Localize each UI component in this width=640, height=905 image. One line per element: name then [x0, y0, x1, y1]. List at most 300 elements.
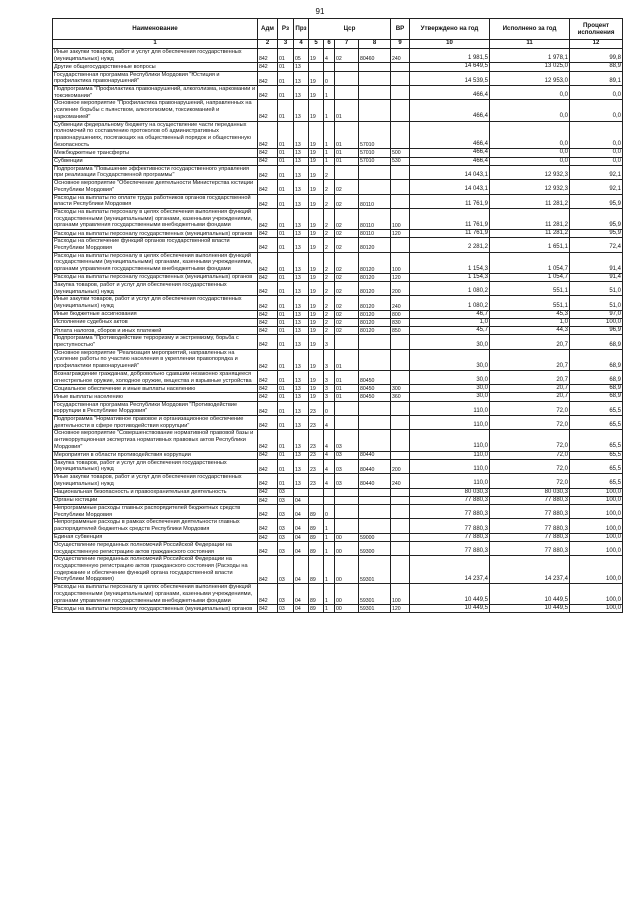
row-name-cell: Расходы на выплаты по оплате труда работников органов государственной власти Республики Мордовия: [53, 194, 258, 208]
row-code-cell: 19: [309, 230, 324, 238]
row-code-cell: 200: [391, 459, 410, 473]
row-code-cell: 01: [278, 370, 294, 384]
row-code-cell: 842: [258, 157, 278, 165]
row-code-cell: 23: [309, 474, 324, 488]
row-code-cell: [391, 451, 410, 459]
row-code-cell: 19: [309, 335, 324, 349]
row-code-cell: 03: [278, 556, 294, 584]
row-code-cell: 842: [258, 318, 278, 326]
row-code-cell: 01: [278, 230, 294, 238]
row-executed-cell: 77 880,3: [490, 504, 570, 518]
row-executed-cell: 20,7: [490, 385, 570, 393]
row-code-cell: [359, 519, 391, 533]
header-name: Наименование: [53, 19, 258, 40]
row-code-cell: 02: [335, 296, 359, 310]
row-code-cell: 19: [309, 370, 324, 384]
row-code-cell: 03: [278, 584, 294, 605]
row-code-cell: 01: [335, 121, 359, 149]
row-code-cell: 13: [294, 416, 309, 430]
row-approved-cell: 30,0: [410, 335, 490, 349]
row-code-cell: 03: [278, 605, 294, 613]
row-code-cell: 500: [391, 149, 410, 157]
row-code-cell: [335, 496, 359, 504]
row-name-cell: Мероприятия в области противодействия коррупции: [53, 451, 258, 459]
row-code-cell: 01: [335, 385, 359, 393]
row-code-cell: 80440: [359, 459, 391, 473]
row-approved-cell: 14 237,4: [410, 556, 490, 584]
row-code-cell: 19: [309, 385, 324, 393]
row-code-cell: [335, 519, 359, 533]
row-code-cell: 4: [324, 459, 335, 473]
row-executed-cell: 77 880,3: [490, 519, 570, 533]
row-code-cell: 04: [294, 519, 309, 533]
row-code-cell: 19: [309, 281, 324, 295]
row-executed-cell: 11 281,2: [490, 194, 570, 208]
row-percent-cell: 92,1: [570, 180, 623, 194]
row-executed-cell: 11 281,2: [490, 208, 570, 229]
row-percent-cell: 0,0: [570, 121, 623, 149]
row-approved-cell: 466,4: [410, 121, 490, 149]
row-code-cell: 842: [258, 541, 278, 555]
row-percent-cell: 100,0: [570, 541, 623, 555]
row-name-cell: Органы юстиции: [53, 496, 258, 504]
row-code-cell: 01: [278, 451, 294, 459]
row-approved-cell: 11 761,9: [410, 208, 490, 229]
row-code-cell: 842: [258, 49, 278, 63]
row-approved-cell: 77 880,3: [410, 504, 490, 518]
row-executed-cell: 77 880,3: [490, 533, 570, 541]
row-name-cell: Основное мероприятие "Профилактика правонарушений, направленных на усиление борьбы с пьянством, алкоголизмом, токсикоманией и наркоманией": [53, 100, 258, 121]
row-percent-cell: 95,9: [570, 194, 623, 208]
row-code-cell: 04: [294, 504, 309, 518]
row-code-cell: 01: [278, 157, 294, 165]
row-code-cell: 842: [258, 86, 278, 100]
row-executed-cell: 0,0: [490, 157, 570, 165]
row-name-cell: Национальная безопасность и правоохранительная деятельность: [53, 488, 258, 496]
row-code-cell: 3: [324, 335, 335, 349]
row-code-cell: 01: [278, 349, 294, 370]
row-approved-cell: 1 154,3: [410, 252, 490, 273]
row-code-cell: 23: [309, 451, 324, 459]
row-code-cell: 03: [335, 430, 359, 451]
table-row: [53, 584, 623, 605]
row-code-cell: 1: [324, 149, 335, 157]
row-executed-cell: 72,0: [490, 451, 570, 459]
row-approved-cell: 14 043,1: [410, 165, 490, 179]
row-percent-cell: 100,0: [570, 519, 623, 533]
row-percent-cell: 100,0: [570, 488, 623, 496]
row-code-cell: 01: [335, 370, 359, 384]
table-row: [53, 63, 623, 71]
row-approved-cell: 77 880,3: [410, 541, 490, 555]
table-row: [53, 281, 623, 295]
row-code-cell: 02: [335, 252, 359, 273]
row-code-cell: [391, 349, 410, 370]
row-code-cell: 01: [278, 430, 294, 451]
row-name-cell: Субвенции федеральному бюджету на осуществление части переданных полномочий по составлению протоколов об административных правонарушениях, посягающих на общественный порядок и общественную безопасность: [53, 121, 258, 149]
row-code-cell: 13: [294, 459, 309, 473]
table-row: [53, 230, 623, 238]
row-executed-cell: 72,0: [490, 459, 570, 473]
row-code-cell: 19: [309, 49, 324, 63]
row-code-cell: 19: [309, 252, 324, 273]
row-code-cell: [391, 556, 410, 584]
row-code-cell: 02: [335, 194, 359, 208]
row-percent-cell: 91,4: [570, 273, 623, 281]
row-name-cell: Подпрограмма "Профилактика правонарушений, алкоголизма, наркомании и токсикомании": [53, 86, 258, 100]
table-row: [53, 149, 623, 157]
row-percent-cell: 0,0: [570, 149, 623, 157]
row-approved-cell: 14 539,5: [410, 71, 490, 85]
row-code-cell: 842: [258, 296, 278, 310]
row-code-cell: 842: [258, 430, 278, 451]
column-number: 11: [490, 40, 570, 49]
column-number: 9: [391, 40, 410, 49]
row-approved-cell: 110,0: [410, 459, 490, 473]
row-code-cell: 59301: [359, 556, 391, 584]
table-row: [53, 541, 623, 555]
row-code-cell: 842: [258, 180, 278, 194]
header-rz: Рз: [278, 19, 294, 40]
row-executed-cell: 1 978,1: [490, 49, 570, 63]
table-row: [53, 430, 623, 451]
row-name-cell: Непрограммные расходы в рамках обеспечения деятельности главных распорядителей бюджетных средств Республики Мордовия: [53, 519, 258, 533]
row-code-cell: 19: [309, 393, 324, 401]
row-percent-cell: 0,0: [570, 157, 623, 165]
row-approved-cell: 466,4: [410, 157, 490, 165]
row-name-cell: Непрограммные расходы главных распорядителей бюджетных средств Республики Мордовия: [53, 504, 258, 518]
row-percent-cell: 65,5: [570, 401, 623, 415]
row-code-cell: [309, 63, 324, 71]
row-code-cell: 1: [324, 533, 335, 541]
row-code-cell: [335, 86, 359, 100]
row-code-cell: 240: [391, 474, 410, 488]
row-code-cell: 19: [309, 100, 324, 121]
row-code-cell: 842: [258, 327, 278, 335]
page-number: 91: [315, 7, 325, 16]
row-code-cell: 2: [324, 180, 335, 194]
row-approved-cell: 14 043,1: [410, 180, 490, 194]
row-approved-cell: 45,7: [410, 327, 490, 335]
row-code-cell: 01: [278, 335, 294, 349]
row-code-cell: 23: [309, 416, 324, 430]
row-executed-cell: 20,7: [490, 349, 570, 370]
row-code-cell: 01: [335, 157, 359, 165]
row-code-cell: 01: [335, 349, 359, 370]
row-code-cell: [359, 504, 391, 518]
row-name-cell: Вознаграждение гражданам, добровольно сдавшим незаконно хранящееся огнестрельное оружие, холодное оружие, вещества и взрывные устройства: [53, 370, 258, 384]
row-code-cell: 13: [294, 318, 309, 326]
row-executed-cell: 72,0: [490, 474, 570, 488]
row-code-cell: [391, 121, 410, 149]
row-code-cell: 02: [335, 180, 359, 194]
row-code-cell: 00: [335, 533, 359, 541]
row-code-cell: 00: [335, 605, 359, 613]
row-code-cell: 02: [335, 327, 359, 335]
row-code-cell: [324, 63, 335, 71]
row-code-cell: [324, 488, 335, 496]
row-percent-cell: 100,0: [570, 496, 623, 504]
row-code-cell: 13: [294, 281, 309, 295]
table-row: [53, 157, 623, 165]
row-code-cell: 13: [294, 349, 309, 370]
row-code-cell: 80120: [359, 238, 391, 252]
row-code-cell: [391, 519, 410, 533]
row-name-cell: Иные закупки товаров, работ и услуг для обеспечения государственных (муниципальных) нужд: [53, 296, 258, 310]
table-body: [53, 49, 623, 613]
row-code-cell: 200: [391, 281, 410, 295]
row-code-cell: [391, 86, 410, 100]
row-code-cell: 80110: [359, 230, 391, 238]
row-code-cell: [359, 335, 391, 349]
row-name-cell: Расходы на выплаты персоналу в целях обеспечения выполнения функций государственными (муниципальными) органами, казенными учреждениями, органами управления государственными внебюджетными фондами: [53, 584, 258, 605]
row-code-cell: 80120: [359, 318, 391, 326]
row-code-cell: [391, 504, 410, 518]
table-row: [53, 474, 623, 488]
row-code-cell: 2: [324, 327, 335, 335]
row-name-cell: Закупка товаров, работ и услуг для обеспечения государственных (муниципальных) нужд: [53, 281, 258, 295]
row-percent-cell: 65,5: [570, 430, 623, 451]
row-percent-cell: 65,5: [570, 416, 623, 430]
row-name-cell: Подпрограмма "Повышение эффективности государственного управления при реализации Государственной программы": [53, 165, 258, 179]
row-code-cell: 02: [335, 318, 359, 326]
row-code-cell: 842: [258, 194, 278, 208]
row-executed-cell: 551,1: [490, 296, 570, 310]
row-approved-cell: 1 080,2: [410, 281, 490, 295]
row-code-cell: 842: [258, 208, 278, 229]
row-code-cell: 13: [294, 63, 309, 71]
row-code-cell: [335, 71, 359, 85]
table-row: [53, 208, 623, 229]
table-column-number-row: [53, 40, 623, 49]
row-code-cell: 120: [391, 273, 410, 281]
header-percent: Процент исполнения: [570, 19, 623, 40]
row-percent-cell: 95,9: [570, 208, 623, 229]
row-code-cell: 2: [324, 296, 335, 310]
row-code-cell: 842: [258, 504, 278, 518]
row-code-cell: [391, 370, 410, 384]
row-code-cell: 02: [335, 230, 359, 238]
row-code-cell: 842: [258, 385, 278, 393]
row-code-cell: 19: [309, 194, 324, 208]
row-approved-cell: 1 154,3: [410, 273, 490, 281]
row-code-cell: 01: [278, 296, 294, 310]
row-code-cell: [359, 165, 391, 179]
table-row: [53, 194, 623, 208]
row-approved-cell: 466,4: [410, 149, 490, 157]
row-code-cell: [359, 430, 391, 451]
row-code-cell: 01: [278, 238, 294, 252]
row-code-cell: 01: [278, 86, 294, 100]
row-approved-cell: 30,0: [410, 393, 490, 401]
row-approved-cell: 30,0: [410, 349, 490, 370]
row-code-cell: 19: [309, 208, 324, 229]
row-code-cell: 01: [335, 149, 359, 157]
row-code-cell: 13: [294, 474, 309, 488]
row-code-cell: 19: [309, 165, 324, 179]
row-code-cell: 842: [258, 605, 278, 613]
row-code-cell: 01: [335, 100, 359, 121]
row-code-cell: 01: [278, 273, 294, 281]
row-code-cell: 13: [294, 393, 309, 401]
row-executed-cell: 10 449,5: [490, 584, 570, 605]
row-percent-cell: 51,0: [570, 281, 623, 295]
table-row: [53, 71, 623, 85]
row-code-cell: 13: [294, 335, 309, 349]
row-percent-cell: 100,0: [570, 556, 623, 584]
row-percent-cell: 68,9: [570, 370, 623, 384]
row-code-cell: 01: [278, 208, 294, 229]
row-code-cell: 02: [335, 238, 359, 252]
row-code-cell: 2: [324, 318, 335, 326]
row-approved-cell: 30,0: [410, 385, 490, 393]
row-code-cell: 13: [294, 327, 309, 335]
row-code-cell: 842: [258, 533, 278, 541]
row-code-cell: 59301: [359, 584, 391, 605]
row-approved-cell: 2 281,2: [410, 238, 490, 252]
row-code-cell: [359, 63, 391, 71]
row-code-cell: [324, 496, 335, 504]
row-code-cell: [391, 541, 410, 555]
row-code-cell: 830: [391, 318, 410, 326]
row-approved-cell: 80 030,3: [410, 488, 490, 496]
row-code-cell: 05: [294, 49, 309, 63]
row-code-cell: 01: [278, 327, 294, 335]
row-executed-cell: 14 237,4: [490, 556, 570, 584]
row-approved-cell: 1 981,5: [410, 49, 490, 63]
row-code-cell: 1: [324, 121, 335, 149]
row-code-cell: 01: [278, 71, 294, 85]
row-code-cell: 1: [324, 584, 335, 605]
row-code-cell: 89: [309, 605, 324, 613]
row-code-cell: 80110: [359, 208, 391, 229]
row-approved-cell: 77 880,3: [410, 519, 490, 533]
column-number: 3: [278, 40, 294, 49]
row-code-cell: 800: [391, 310, 410, 318]
row-code-cell: 19: [309, 273, 324, 281]
row-code-cell: 4: [324, 416, 335, 430]
row-percent-cell: 0,0: [570, 100, 623, 121]
row-code-cell: 360: [391, 393, 410, 401]
header-vr: ВР: [391, 19, 410, 40]
row-approved-cell: 466,4: [410, 100, 490, 121]
row-code-cell: 850: [391, 327, 410, 335]
row-percent-cell: 68,9: [570, 393, 623, 401]
row-code-cell: 80120: [359, 310, 391, 318]
row-executed-cell: 20,7: [490, 335, 570, 349]
row-approved-cell: 46,7: [410, 310, 490, 318]
table-row: [53, 310, 623, 318]
row-percent-cell: 65,5: [570, 459, 623, 473]
header-approved: Утверждено на год: [410, 19, 490, 40]
row-code-cell: 19: [309, 180, 324, 194]
row-executed-cell: 80 030,3: [490, 488, 570, 496]
row-percent-cell: 65,5: [570, 474, 623, 488]
row-code-cell: 842: [258, 252, 278, 273]
row-code-cell: 23: [309, 430, 324, 451]
row-code-cell: [359, 416, 391, 430]
row-code-cell: [391, 496, 410, 504]
row-code-cell: 842: [258, 149, 278, 157]
row-code-cell: 80460: [359, 49, 391, 63]
row-approved-cell: 1 080,2: [410, 296, 490, 310]
row-executed-cell: 0,0: [490, 149, 570, 157]
row-executed-cell: 0,0: [490, 86, 570, 100]
row-code-cell: 100: [391, 208, 410, 229]
row-code-cell: [359, 496, 391, 504]
row-code-cell: 80450: [359, 393, 391, 401]
row-percent-cell: 96,9: [570, 327, 623, 335]
row-approved-cell: 110,0: [410, 451, 490, 459]
row-code-cell: 842: [258, 335, 278, 349]
row-code-cell: 01: [278, 194, 294, 208]
row-code-cell: 0: [324, 504, 335, 518]
column-number: 7: [335, 40, 359, 49]
table-row: [53, 385, 623, 393]
row-code-cell: 842: [258, 230, 278, 238]
row-name-cell: Расходы на обеспечение функций органов государственной власти Республики Мордовия: [53, 238, 258, 252]
header-prz: Прз: [294, 19, 309, 40]
row-code-cell: 3: [324, 385, 335, 393]
row-code-cell: 842: [258, 165, 278, 179]
row-code-cell: [335, 504, 359, 518]
table-row: [53, 349, 623, 370]
row-percent-cell: 100,0: [570, 605, 623, 613]
table-row: [53, 335, 623, 349]
row-percent-cell: 100,0: [570, 533, 623, 541]
row-percent-cell: 68,9: [570, 349, 623, 370]
row-name-cell: Другие общегосударственные вопросы: [53, 63, 258, 71]
row-code-cell: 1: [324, 100, 335, 121]
row-code-cell: 1: [324, 541, 335, 555]
row-percent-cell: 88,9: [570, 63, 623, 71]
row-code-cell: 100: [391, 252, 410, 273]
row-code-cell: 80120: [359, 296, 391, 310]
row-percent-cell: 97,0: [570, 310, 623, 318]
row-code-cell: 01: [278, 318, 294, 326]
row-executed-cell: 13 025,0: [490, 63, 570, 71]
row-code-cell: [391, 533, 410, 541]
row-code-cell: 4: [324, 474, 335, 488]
row-code-cell: 59000: [359, 533, 391, 541]
row-name-cell: Подпрограмма "Противодействие терроризму и экстремизму, борьба с преступностью": [53, 335, 258, 349]
row-code-cell: 03: [278, 533, 294, 541]
row-approved-cell: 11 761,9: [410, 230, 490, 238]
row-code-cell: 842: [258, 584, 278, 605]
row-approved-cell: 110,0: [410, 401, 490, 415]
row-code-cell: [391, 401, 410, 415]
row-code-cell: 01: [278, 385, 294, 393]
row-code-cell: 530: [391, 157, 410, 165]
row-code-cell: 2: [324, 252, 335, 273]
row-code-cell: 13: [294, 238, 309, 252]
row-executed-cell: 77 880,3: [490, 541, 570, 555]
row-code-cell: 842: [258, 281, 278, 295]
row-code-cell: [335, 416, 359, 430]
row-approved-cell: 14 649,5: [410, 63, 490, 71]
row-approved-cell: 466,4: [410, 86, 490, 100]
row-code-cell: 23: [309, 459, 324, 473]
row-approved-cell: 11 761,9: [410, 194, 490, 208]
row-code-cell: 842: [258, 273, 278, 281]
row-code-cell: 13: [294, 157, 309, 165]
row-code-cell: 13: [294, 430, 309, 451]
row-code-cell: 03: [335, 459, 359, 473]
row-code-cell: [335, 335, 359, 349]
row-name-cell: Основное мероприятие "Обеспечение деятельности Министерства юстиции Республики Мордовия": [53, 180, 258, 194]
row-code-cell: 13: [294, 296, 309, 310]
column-number: 4: [294, 40, 309, 49]
